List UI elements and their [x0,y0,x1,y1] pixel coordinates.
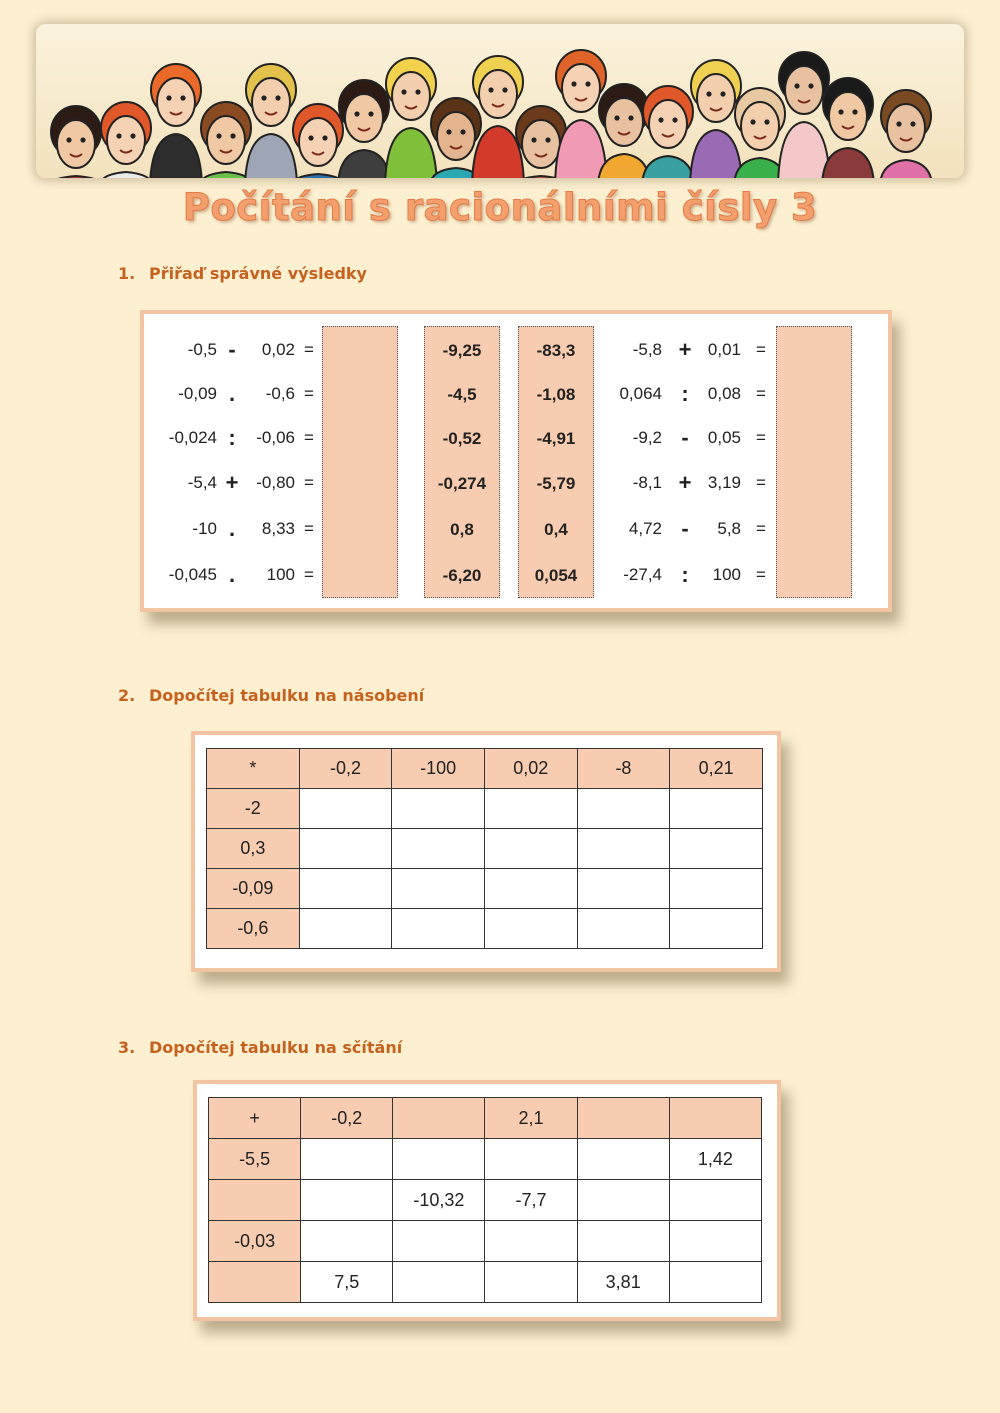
operator: + [678,470,692,495]
operand-b: 100 [712,565,741,584]
column-header-cell: 0,21 [670,749,763,789]
row-header-cell[interactable] [209,1262,301,1303]
operand-b: 0,08 [707,384,741,403]
table-row [209,1262,762,1303]
operator: . [228,381,236,406]
operation-symbol-cell: * [207,749,300,789]
answer-cell[interactable] [577,1139,669,1180]
answer-cell[interactable] [392,829,485,869]
answer-cell[interactable] [301,1180,393,1221]
answer-tile[interactable]: -4,91 [536,429,576,448]
column-header-cell: -8 [577,749,670,789]
table-header-row [207,749,763,789]
answer-input[interactable] [300,868,396,909]
answer-input[interactable] [300,828,396,869]
operator: : [681,562,689,587]
answer-input[interactable] [670,1220,765,1262]
answer-cell[interactable] [577,869,670,909]
operand-a: -10 [192,519,217,538]
row-header-cell: -0,6 [207,909,300,949]
answer-tile[interactable]: -0,274 [437,474,487,493]
table-row [209,1180,762,1221]
answer-cell[interactable] [669,1262,761,1303]
task-3-heading: 3. Dopočítej tabulku na sčítání [118,1038,403,1057]
equals-sign: = [756,519,766,538]
answer-input[interactable] [393,1138,488,1180]
answer-cell[interactable] [299,909,392,949]
answer-cell[interactable] [301,1221,393,1262]
column-header-cell: 0,02 [484,749,577,789]
operand-b: -0,06 [256,428,295,447]
equals-sign: = [304,428,314,447]
answer-options-column-2 [518,326,594,598]
answer-tile[interactable]: 0,054 [534,566,578,585]
given-value-cell: 7,5 [301,1262,393,1303]
operand-a: 4,72 [628,519,662,538]
answer-input[interactable] [485,1261,580,1303]
row-header-cell: -0,03 [209,1221,301,1262]
header-answer-input[interactable] [209,1179,304,1221]
answer-tile[interactable]: -6,20 [442,566,482,585]
answer-input[interactable] [392,828,488,869]
answer-cell[interactable] [577,789,670,829]
operand-b: 0,02 [261,340,295,359]
answer-cell[interactable] [299,789,392,829]
equals-sign: = [304,384,314,403]
row-header-cell: -0,09 [207,869,300,909]
answer-drop-slot[interactable] [323,373,397,417]
answer-tile[interactable]: -9,25 [442,341,482,360]
answer-cell[interactable] [484,869,577,909]
answer-cell[interactable] [670,789,763,829]
operand-b: -0,80 [256,473,295,492]
table-row [207,869,763,909]
operator: . [228,562,236,587]
answer-tile[interactable]: -0,52 [442,429,482,448]
answer-input[interactable] [301,1138,396,1180]
column-header-cell[interactable] [669,1098,761,1139]
row-header-cell: -2 [207,789,300,829]
operator: - [228,337,236,362]
row-header-cell: -5,5 [209,1139,301,1180]
header-answer-input[interactable] [209,1261,304,1303]
equals-sign: = [304,519,314,538]
answer-cell[interactable] [485,1262,577,1303]
column-header-cell[interactable] [393,1098,485,1139]
answer-cell[interactable] [577,829,670,869]
column-header-cell[interactable] [577,1098,669,1139]
answer-input[interactable] [485,1220,580,1262]
children-group-illustration [36,24,964,178]
answer-input[interactable] [578,1138,673,1180]
answer-tile[interactable]: 0,8 [450,520,474,539]
equals-sign: = [756,473,766,492]
answer-cell[interactable] [393,1221,485,1262]
operand-a: -0,024 [168,428,217,447]
answer-input[interactable] [392,908,488,949]
column-header-cell: 2,1 [485,1098,577,1139]
given-value-cell: -7,7 [485,1180,577,1221]
operand-b: -0,6 [265,384,295,403]
answer-cell[interactable] [299,829,392,869]
answer-cell[interactable] [669,1221,761,1262]
row-header-cell: 0,3 [207,829,300,869]
operand-b: 0,05 [707,428,741,447]
equals-sign: = [304,565,314,584]
given-value-cell: 1,42 [669,1139,761,1180]
operand-b: 5,8 [717,519,741,538]
answer-input[interactable] [578,908,674,949]
answer-slots-right [776,326,852,598]
task-1-heading: 1. Přiřaď správné výsledky [118,264,367,283]
answer-input[interactable] [670,1261,765,1303]
equals-sign: = [756,565,766,584]
column-header-cell: -0,2 [301,1098,393,1139]
addition-table [208,1097,762,1303]
answer-tile[interactable]: -83,3 [536,341,576,360]
answer-input[interactable] [670,868,766,909]
multiplication-table [206,748,763,949]
equals-sign: = [756,340,766,359]
answer-cell[interactable] [393,1139,485,1180]
answer-cell[interactable] [670,909,763,949]
table-row [209,1139,762,1180]
table-row [207,829,763,869]
operand-a: -0,045 [168,565,217,584]
answer-cell[interactable] [485,1139,577,1180]
answer-cell[interactable] [484,909,577,949]
answer-drop-slot[interactable] [323,417,397,461]
answer-input[interactable] [578,1179,673,1221]
answer-drop-slot[interactable] [777,329,851,373]
answer-cell[interactable] [577,1221,669,1262]
operand-a: -5,4 [187,473,217,492]
answer-cell[interactable] [670,829,763,869]
answer-drop-slot[interactable] [323,462,397,506]
answer-input[interactable] [578,1220,673,1262]
answer-cell[interactable] [484,829,577,869]
matching-exercise-card [140,310,892,612]
column-header-cell: -100 [392,749,485,789]
operand-b: 3,19 [707,473,741,492]
header-banner-illustration [36,24,964,178]
table-header-row [209,1098,762,1139]
answer-input[interactable] [485,788,581,829]
answer-input[interactable] [301,1220,396,1262]
answer-cell[interactable] [393,1262,485,1303]
answer-input[interactable] [578,868,674,909]
answer-input[interactable] [578,788,674,829]
answer-input[interactable] [392,788,488,829]
given-value-cell: 3,81 [577,1262,669,1303]
answer-cell[interactable] [392,869,485,909]
answer-cell[interactable] [577,909,670,949]
row-header-cell[interactable] [209,1180,301,1221]
answer-input[interactable] [670,908,766,949]
answer-options-column-1 [424,326,500,598]
operand-b: 8,33 [261,519,295,538]
page-title: Počítání s racionálními čísly 3 [182,186,818,229]
answer-input[interactable] [301,1179,396,1221]
operator: - [681,516,689,541]
answer-input[interactable] [485,868,581,909]
operand-b: 100 [266,565,295,584]
operand-a: -0,5 [187,340,217,359]
answer-drop-slot[interactable] [777,462,851,506]
answer-input[interactable] [578,828,674,869]
header-answer-input[interactable] [670,1097,765,1139]
header-answer-input[interactable] [393,1097,488,1139]
table-row [207,909,763,949]
answer-tile[interactable]: -4,5 [447,385,477,404]
answer-input[interactable] [485,828,581,869]
answer-drop-slot[interactable] [777,417,851,461]
operator: + [225,470,239,495]
equals-sign: = [756,428,766,447]
operator: + [678,337,692,362]
answer-input[interactable] [392,868,488,909]
answer-input[interactable] [300,788,396,829]
operator: : [681,381,689,406]
operator: : [228,425,236,450]
equals-sign: = [304,473,314,492]
column-header-cell: -0,2 [299,749,392,789]
operand-a: -27,4 [623,565,662,584]
answer-input[interactable] [670,788,766,829]
operand-b: 0,01 [707,340,741,359]
answer-tile[interactable]: -1,08 [536,385,576,404]
answer-cell[interactable] [669,1180,761,1221]
answer-cell[interactable] [484,789,577,829]
table-row [207,789,763,829]
answer-tile[interactable]: -5,79 [536,474,576,493]
answer-drop-slot[interactable] [777,508,851,552]
answer-slots-left [322,326,398,598]
answer-drop-slot[interactable] [323,329,397,373]
given-value-cell: -10,32 [393,1180,485,1221]
operand-a: -5,8 [632,340,662,359]
answer-input[interactable] [485,908,581,949]
task-2-heading: 2. Dopočítej tabulku na násobení [118,686,425,705]
answer-drop-slot[interactable] [777,554,851,598]
operand-a: -0,09 [178,384,217,403]
answer-drop-slot[interactable] [777,373,851,417]
equals-sign: = [756,384,766,403]
answer-input[interactable] [393,1220,488,1262]
answer-cell[interactable] [301,1139,393,1180]
operand-a: -8,1 [632,473,662,492]
answer-input[interactable] [670,828,766,869]
answer-cell[interactable] [670,869,763,909]
answer-cell[interactable] [577,1180,669,1221]
answer-cell[interactable] [485,1221,577,1262]
answer-drop-slot[interactable] [323,554,397,598]
answer-input[interactable] [485,1138,580,1180]
operator: - [681,425,689,450]
answer-input[interactable] [670,1179,765,1221]
header-answer-input[interactable] [578,1097,673,1139]
answer-cell[interactable] [299,869,392,909]
operand-a: -9,2 [632,428,662,447]
answer-input[interactable] [393,1261,488,1303]
operator: . [228,516,236,541]
table-row [209,1221,762,1262]
operand-a: 0,064 [619,384,662,403]
answer-input[interactable] [300,908,396,949]
answer-cell[interactable] [392,909,485,949]
operation-symbol-cell: + [209,1098,301,1139]
answer-drop-slot[interactable] [323,508,397,552]
equals-sign: = [304,340,314,359]
answer-cell[interactable] [392,789,485,829]
answer-tile[interactable]: 0,4 [544,520,568,539]
